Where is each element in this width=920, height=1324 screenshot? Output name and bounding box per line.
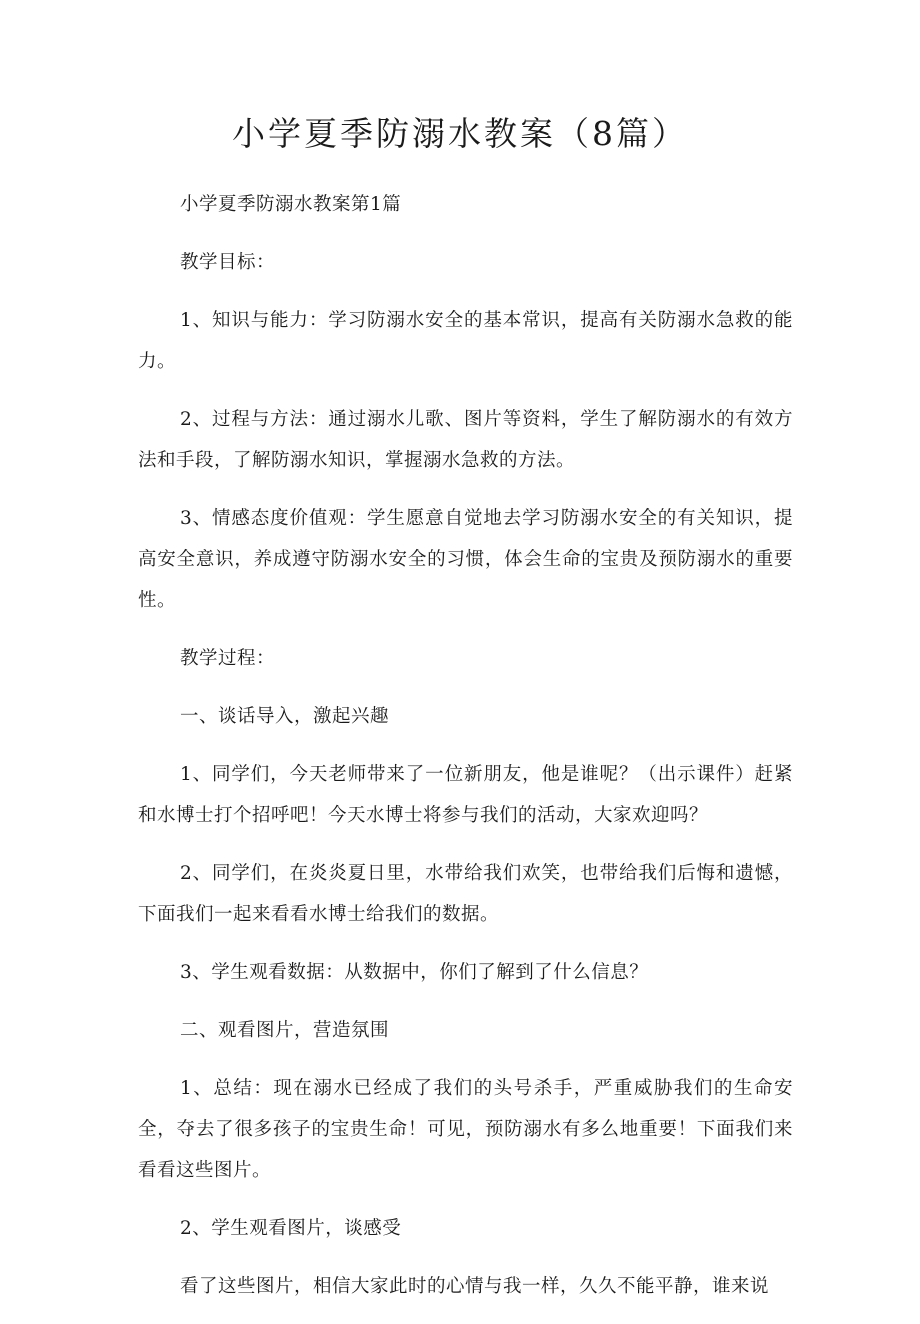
paragraph: 1、总结：现在溺水已经成了我们的头号杀手，严重威胁我们的生命安全，夺去了很多孩子的宝贵生命！可见，预防溺水有多么地重要！下面我们来看看这些图片。: [138, 1078, 793, 1181]
paragraph: 一、谈话导入，激起兴趣: [180, 706, 390, 727]
paragraph: 3、学生观看数据：从数据中，你们了解到了什么信息？: [180, 962, 649, 983]
paragraph: 教学过程：: [180, 648, 276, 669]
paragraph: 2、过程与方法：通过溺水儿歌、图片等资料，学生了解防溺水的有效方法和手段，了解防溺水知识，掌握溺水急救的方法。: [138, 409, 793, 471]
paragraph: 2、学生观看图片，谈感受: [180, 1218, 402, 1239]
paragraph: 二、观看图片，营造氛围: [180, 1020, 390, 1041]
document-body: [138, 184, 793, 1324]
document-title: 小学夏季防溺水教案（8篇）: [232, 114, 688, 153]
section-heading: 小学夏季防溺水教案第1篇: [180, 194, 402, 215]
paragraph: 看了这些图片，相信大家此时的心情与我一样，久久不能平静，谁来说: [180, 1276, 770, 1297]
paragraph: 1、知识与能力：学习防溺水安全的基本常识，提高有关防溺水急救的能力。: [138, 310, 793, 372]
paragraph: 3、情感态度价值观：学生愿意自觉地去学习防溺水安全的有关知识，提高安全意识，养成遵守防溺水安全的习惯，体会生命的宝贵及预防溺水的重要性。: [138, 508, 793, 611]
paragraph: 2、同学们，在炎炎夏日里，水带给我们欢笑，也带给我们后悔和遗憾，下面我们一起来看看水博士给我们的数据。: [138, 863, 793, 925]
paragraph: 教学目标：: [180, 252, 276, 273]
paragraph: 1、同学们，今天老师带来了一位新朋友，他是谁呢？（出示课件）赶紧和水博士打个招呼吧！今天水博士将参与我们的活动，大家欢迎吗？: [138, 764, 793, 826]
